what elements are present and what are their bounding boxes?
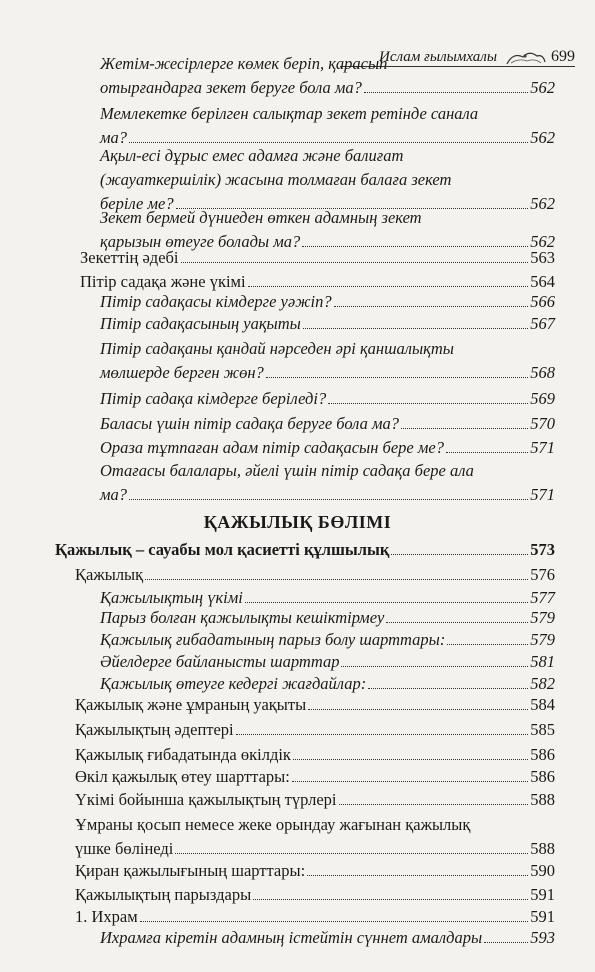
toc-entry-text: Отағасы балалары, әйелі үшін пітір садақа бере ала <box>100 461 474 480</box>
toc-entry <box>100 312 555 336</box>
toc-entry-text: Зекеттің әдебі <box>80 248 179 267</box>
dot-leader <box>293 744 528 760</box>
dot-leader <box>145 564 528 580</box>
running-title: Ислам ғылымхалы <box>379 49 497 65</box>
toc-page-number: 562 <box>530 194 555 213</box>
toc-page-number: 567 <box>530 314 555 333</box>
dot-leader <box>341 651 528 667</box>
toc-entry-text: Қиран қажылығының шарттары: <box>75 861 306 880</box>
toc-entry-text: Қажылық өтеуге кедергі жағдайлар: <box>100 674 367 693</box>
toc-page-number: 564 <box>530 272 555 291</box>
toc-entry-text: Зекет бермей дүниеден өткен адамның зекет <box>100 208 422 227</box>
toc-page-number: 579 <box>530 608 555 627</box>
dot-leader <box>447 629 528 645</box>
toc-entry-text: Қажылық <box>75 565 144 584</box>
dot-leader <box>181 247 529 263</box>
toc-entry <box>100 290 555 314</box>
dot-leader <box>401 413 528 429</box>
dot-leader <box>334 291 529 307</box>
toc-page-number: 586 <box>530 745 555 764</box>
toc-entry <box>100 102 555 150</box>
toc-entry <box>100 459 555 507</box>
dot-leader <box>302 231 528 247</box>
dot-leader <box>446 437 528 453</box>
toc-page-number: 562 <box>530 128 555 147</box>
toc-entry <box>75 563 555 587</box>
dot-leader <box>328 388 528 404</box>
section-heading: ҚАЖЫЛЫҚ БӨЛІМІ <box>203 512 392 532</box>
toc-entry-text: отырғандарға зекет беруге бола ма? <box>100 78 362 97</box>
toc-entry-text: (жауаткершілік) жасына толмаған балаға зекет <box>100 170 452 189</box>
toc-page-number: 573 <box>530 540 555 559</box>
toc-entry-text: қарызын өтеуге болады ма? <box>100 232 301 251</box>
dot-leader <box>129 484 528 500</box>
toc-page-number: 588 <box>530 790 555 809</box>
toc-page-number: 563 <box>530 248 555 267</box>
dot-leader <box>364 77 528 93</box>
toc-page-number: 591 <box>530 885 555 904</box>
toc-entry <box>100 337 555 385</box>
toc-entry <box>75 718 555 742</box>
toc-entry <box>75 883 555 907</box>
toc-entry-text: Ұмраны қосып немесе жеке орындау жағынан қажылық <box>75 815 471 834</box>
toc-entry-text: Қажылық – сауабы мол қасиетті құлшылық <box>55 540 390 559</box>
dot-leader <box>386 607 528 623</box>
toc-entry-text: Пітір садақа және үкімі <box>80 272 246 291</box>
dot-leader <box>339 789 529 805</box>
toc-page-number: 570 <box>530 414 555 433</box>
toc-page-number: 582 <box>530 674 555 693</box>
toc-page-number: 566 <box>530 292 555 311</box>
page-number: 699 <box>551 48 575 65</box>
toc-entry <box>75 693 555 717</box>
toc-entry-text: Пітір садақасының уақыты <box>100 314 301 333</box>
toc-entry-text: Ихрамға кіретін адамның істейтін сүннет амалдары <box>100 928 483 947</box>
toc-entry <box>75 765 555 789</box>
toc-entry-text: Пітір садақасы кімдерге уәжіп? <box>100 292 332 311</box>
toc-entry-text: Ақыл-есі дұрыс емес адамға және балиғат <box>100 146 404 165</box>
toc-page-number: 562 <box>530 232 555 251</box>
toc-page-number: 571 <box>530 438 555 457</box>
toc-entry-text: беріле ме? <box>100 194 174 213</box>
toc-entry-text: Әйелдерге байланысты шарттар <box>100 652 340 671</box>
toc-entry-text: ма? <box>100 485 128 504</box>
toc-entry-text: үшке бөлінеді <box>75 839 174 858</box>
dot-leader <box>307 860 528 876</box>
dot-leader <box>292 766 528 782</box>
toc-entry <box>75 788 555 812</box>
dot-leader <box>245 587 528 603</box>
dot-leader <box>484 927 528 943</box>
toc-entry-text: 1. Ихрам <box>75 907 138 926</box>
toc-entry-text: Қажылықтың үкімі <box>100 588 243 607</box>
dot-leader <box>253 884 528 900</box>
toc-entry <box>75 743 555 767</box>
toc-entry <box>80 246 555 270</box>
toc-entry <box>100 606 555 630</box>
toc-entry-text: Мемлекетке берілген салықтар зекет ретінде санала <box>100 104 479 123</box>
toc-page-number: 568 <box>530 363 555 382</box>
toc-entry-text: Қажылықтың әдептері <box>75 720 234 739</box>
toc-page-number: 579 <box>530 630 555 649</box>
dot-leader <box>140 906 529 922</box>
toc-page-number: 581 <box>530 652 555 671</box>
toc-entry <box>100 650 555 674</box>
toc-entry-text: Жетім-жесірлерге көмек беріп, қарасып <box>100 54 388 73</box>
dot-leader <box>129 127 528 143</box>
toc-entry <box>100 412 555 436</box>
dot-leader <box>236 719 529 735</box>
dot-leader <box>266 362 528 378</box>
toc-entry <box>75 859 555 883</box>
toc-entry <box>100 926 555 950</box>
toc-entry <box>100 387 555 411</box>
toc-entry-text: Үкімі бойынша қажылықтың түрлері <box>75 790 337 809</box>
toc-page-number: 577 <box>530 588 555 607</box>
toc-page-number: 569 <box>530 389 555 408</box>
toc-entry <box>100 436 555 460</box>
toc-page-number: 588 <box>530 839 555 858</box>
toc-page-number: 576 <box>530 565 555 584</box>
toc-entry-text: Қажылық және ұмраның уақыты <box>75 695 307 714</box>
toc-entry <box>100 52 555 100</box>
toc-entry-text: Қажылық ғибадатында өкілдік <box>75 745 291 764</box>
toc-entry <box>75 813 555 861</box>
toc-entry-text: Қажылық ғибадатының парыз болу шарттары: <box>100 630 446 649</box>
toc-page-number: 593 <box>530 928 555 947</box>
toc-entry-text: Пітір садақаны қандай нәрседен әрі қаншалықты <box>100 339 454 358</box>
toc-page-number: 590 <box>530 861 555 880</box>
dot-leader <box>248 271 529 287</box>
toc-entry-text: Өкіл қажылық өтеу шарттары: <box>75 767 290 786</box>
toc-page-number: 584 <box>530 695 555 714</box>
toc-page-number: 591 <box>530 907 555 926</box>
toc-page-number: 586 <box>530 767 555 786</box>
dot-leader <box>391 539 528 555</box>
toc-entry-text: мөлшерде берген жөн? <box>100 363 264 382</box>
dot-leader <box>368 673 528 689</box>
toc-page-number: 585 <box>530 720 555 739</box>
toc-entry <box>55 538 555 562</box>
toc-entry <box>100 628 555 652</box>
dot-leader <box>175 838 528 854</box>
toc-entry-text: Пітір садақа кімдерге беріледі? <box>100 389 327 408</box>
toc-page-number: 562 <box>530 78 555 97</box>
dot-leader <box>308 694 528 710</box>
dot-leader <box>303 313 528 329</box>
toc-page-number: 571 <box>530 485 555 504</box>
toc-entry-text: Қажылықтың парыздары <box>75 885 252 904</box>
toc-entry-text: ма? <box>100 128 128 147</box>
toc-entry-text: Ораза тұтпаған адам пітір садақасын бере ме? <box>100 438 444 457</box>
toc-entry-text: Парыз болған қажылықты кешіктірмеу <box>100 608 385 627</box>
toc-entry-text: Баласы үшін пітір садақа беруге бола ма? <box>100 414 399 433</box>
